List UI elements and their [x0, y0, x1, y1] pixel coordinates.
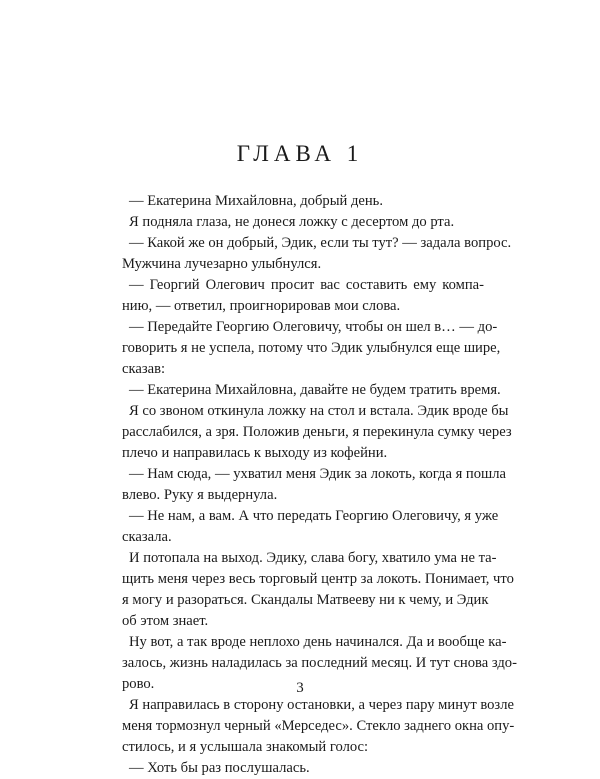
- text-line: говорить я не успела, потому что Эдик улыбнулся еще шире,: [122, 340, 501, 356]
- text-line: рово.: [122, 676, 155, 692]
- text-line: щить меня через весь торговый центр за локоть. Понимает, что: [122, 571, 514, 587]
- text-line: я могу и разораться. Скандалы Матвееву ни к чему, и Эдик: [122, 592, 489, 608]
- text-line: — Какой же он добрый, Эдик, если ты тут? — задала вопрос.: [129, 235, 512, 251]
- text-line: Ну вот, а так вроде неплохо день начинался. Да и вообще ка-: [129, 634, 507, 650]
- text-line: — Нам сюда, — ухватил меня Эдик за локоть, когда я пошла: [129, 466, 507, 482]
- text-line: — Екатерина Михайловна, давайте не будем тратить время.: [129, 382, 501, 398]
- text-line: об этом знает.: [122, 613, 209, 629]
- chapter-title: ГЛАВА 1: [236, 141, 364, 166]
- text-line: — Екатерина Михайловна, добрый день.: [129, 193, 383, 209]
- text-line: Я направилась в сторону остановки, а через пару минут возле: [129, 697, 514, 713]
- text-line: меня тормознул черный «Мерседес». Стекло заднего окна опу-: [122, 718, 515, 734]
- page-number: 3: [296, 680, 304, 696]
- text-line: плечо и направилась к выходу из кофейни.: [122, 445, 388, 461]
- text-line: И потопала на выход. Эдику, слава богу, хватило ума не та-: [129, 550, 497, 566]
- text-line: — Не нам, а вам. А что передать Георгию Олеговичу, я уже: [129, 508, 499, 524]
- text-line: нию, — ответил, проигнорировав мои слова.: [122, 298, 401, 314]
- text-line: — Передайте Георгию Олеговичу, чтобы он шел в… — до-: [129, 319, 498, 335]
- text-line: влево. Руку я выдернула.: [122, 487, 278, 503]
- text-line: сказала.: [122, 529, 172, 545]
- text-line: залось, жизнь наладилась за последний месяц. И тут снова здо-: [122, 655, 517, 671]
- text-line: Мужчина лучезарно улыбнулся.: [122, 256, 322, 272]
- text-line: сказав:: [122, 361, 166, 377]
- text-line: Я подняла глаза, не донеся ложку с десертом до рта.: [129, 214, 455, 230]
- text-line: Я со звоном откинула ложку на стол и встала. Эдик вроде бы: [129, 403, 509, 419]
- text-line: — Георгий Олегович просит вас составить ему компа-: [129, 277, 484, 293]
- text-line: — Хоть бы раз послушалась.: [129, 760, 310, 776]
- text-line: расслабился, а зря. Положив деньги, я перекинула сумку через: [122, 424, 512, 440]
- text-line: стилось, и я услышала знакомый голос:: [122, 739, 369, 755]
